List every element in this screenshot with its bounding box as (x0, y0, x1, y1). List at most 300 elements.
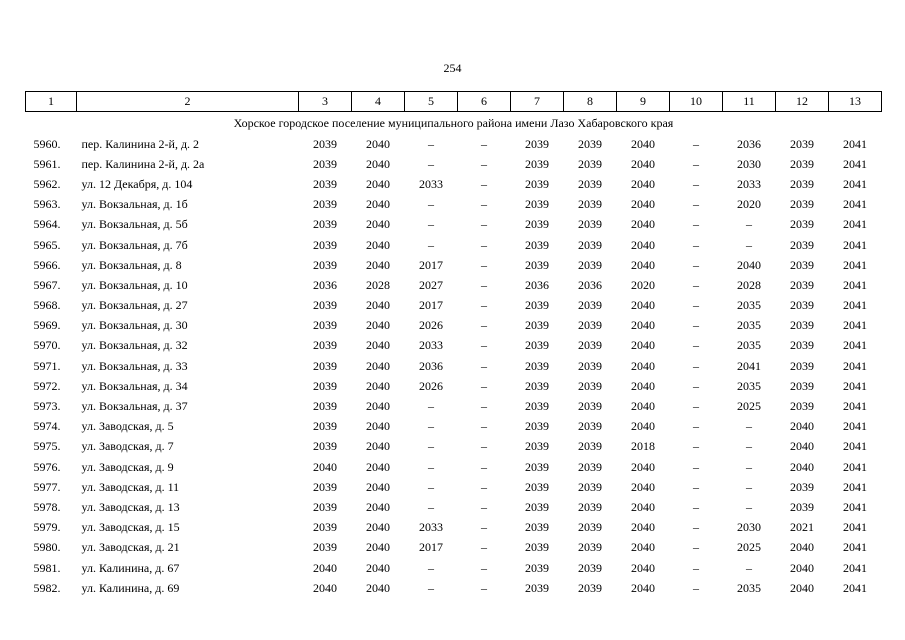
row-address: ул. Вокзальная, д. 37 (81, 399, 188, 414)
table-cell: – (481, 499, 487, 514)
table-cell: 2041 (843, 378, 867, 393)
table-cell: 2018 (631, 439, 655, 454)
table-cell: 2039 (313, 237, 337, 252)
table-cell: 2039 (525, 136, 549, 151)
table-cell: – (746, 439, 752, 454)
table-cell: 2040 (366, 156, 390, 171)
row-address: ул. Заводская, д. 11 (81, 479, 180, 494)
table-cell: 2039 (525, 419, 549, 434)
table-cell: – (693, 479, 699, 494)
table-row (26, 134, 882, 154)
row-number: 5964. (33, 217, 61, 232)
table-cell: 2040 (631, 338, 655, 353)
table-cell: 2039 (525, 560, 549, 575)
table-cell: 2036 (578, 277, 602, 292)
table-cell: 2040 (366, 318, 390, 333)
row-address: ул. Вокзальная, д. 8 (81, 257, 182, 272)
table-cell: – (693, 499, 699, 514)
table-row (26, 316, 882, 336)
table-cell: 2039 (313, 439, 337, 454)
table-cell: 2039 (313, 399, 337, 414)
column-header-3: 3 (299, 92, 352, 112)
table-cell: 2040 (631, 580, 655, 595)
table-cell: 2040 (631, 399, 655, 414)
section-title-row (26, 112, 882, 135)
row-number: 5978. (33, 499, 61, 514)
table-row (26, 296, 882, 316)
table-cell: 2039 (578, 580, 602, 595)
table-cell: – (693, 257, 699, 272)
table-cell: 2040 (790, 439, 814, 454)
row-address: ул. Заводская, д. 21 (81, 540, 180, 555)
table-cell: 2039 (525, 237, 549, 252)
table-cell: 2041 (843, 197, 867, 212)
table-cell: 2041 (843, 217, 867, 232)
table-cell: 2039 (790, 399, 814, 414)
table-cell: 2017 (419, 257, 443, 272)
table-row (26, 417, 882, 437)
table-cell: 2039 (525, 540, 549, 555)
table-cell: 2039 (525, 439, 549, 454)
table-cell: – (746, 217, 752, 232)
table-cell: 2040 (631, 560, 655, 575)
table-cell: 2039 (578, 318, 602, 333)
table-cell: 2041 (843, 277, 867, 292)
table-row (26, 497, 882, 517)
table-cell: 2041 (843, 156, 867, 171)
table-cell: 2036 (525, 277, 549, 292)
table-cell: 2039 (578, 298, 602, 313)
table-cell: – (746, 237, 752, 252)
table-cell: 2040 (366, 399, 390, 414)
table-cell: – (481, 419, 487, 434)
table-cell: – (693, 439, 699, 454)
table-cell: 2040 (366, 298, 390, 313)
table-cell: – (746, 479, 752, 494)
table-cell: – (693, 520, 699, 535)
table-cell: 2040 (631, 217, 655, 232)
table-cell: – (746, 499, 752, 514)
table-cell: 2040 (631, 540, 655, 555)
table-cell: 2039 (790, 136, 814, 151)
table-cell: – (428, 237, 434, 252)
table-cell: – (481, 197, 487, 212)
table-cell: 2039 (525, 217, 549, 232)
column-header-13: 13 (829, 92, 882, 112)
table-cell: 2039 (313, 318, 337, 333)
table-cell: 2040 (631, 499, 655, 514)
table-cell: 2040 (366, 378, 390, 393)
table-cell: 2039 (313, 479, 337, 494)
table-row (26, 376, 882, 396)
table-cell: – (693, 459, 699, 474)
table-cell: 2040 (366, 499, 390, 514)
row-address: ул. Вокзальная, д. 10 (81, 277, 188, 292)
table-cell: 2040 (631, 318, 655, 333)
row-address: ул. Вокзальная, д. 27 (81, 298, 188, 313)
table-cell: – (746, 419, 752, 434)
row-address: ул. Вокзальная, д. 32 (81, 338, 188, 353)
table-cell: – (693, 338, 699, 353)
column-header-4: 4 (352, 92, 405, 112)
table-cell: 2030 (737, 520, 761, 535)
table-cell: 2028 (737, 277, 761, 292)
table-cell: 2040 (790, 560, 814, 575)
table-cell: 2039 (313, 338, 337, 353)
table-cell: 2041 (843, 540, 867, 555)
table-cell: – (481, 136, 487, 151)
table-cell: 2036 (737, 136, 761, 151)
table-row (26, 518, 882, 538)
table-cell: 2039 (525, 358, 549, 373)
table-cell: – (693, 540, 699, 555)
table-cell: 2039 (578, 459, 602, 474)
table-row (26, 215, 882, 235)
table-cell: – (746, 560, 752, 575)
table-row (26, 235, 882, 255)
table-cell: 2039 (313, 520, 337, 535)
table-cell: – (693, 176, 699, 191)
table-cell: 2039 (578, 156, 602, 171)
table-cell: 2039 (578, 439, 602, 454)
table-cell: 2040 (631, 419, 655, 434)
table-cell: 2039 (578, 560, 602, 575)
table-cell: 2040 (366, 176, 390, 191)
table-cell: – (481, 378, 487, 393)
table-cell: – (746, 459, 752, 474)
row-number: 5982. (33, 580, 61, 595)
table-cell: – (693, 136, 699, 151)
table-cell: – (481, 399, 487, 414)
table-cell: 2041 (843, 439, 867, 454)
table-cell: – (481, 479, 487, 494)
table-cell: 2040 (631, 176, 655, 191)
table-row (26, 578, 882, 598)
row-number: 5980. (33, 540, 61, 555)
table-cell: 2039 (525, 156, 549, 171)
table-cell: – (428, 197, 434, 212)
table-row (26, 396, 882, 416)
table-cell: – (481, 459, 487, 474)
table-cell: 2039 (525, 580, 549, 595)
table-cell: – (428, 419, 434, 434)
table-cell: 2040 (631, 378, 655, 393)
table-cell: 2041 (843, 399, 867, 414)
table-cell: – (428, 136, 434, 151)
table-cell: 2039 (313, 540, 337, 555)
table-cell: 2040 (366, 580, 390, 595)
table-cell: 2040 (366, 338, 390, 353)
table-cell: 2041 (737, 358, 761, 373)
table-cell: 2039 (578, 176, 602, 191)
row-number: 5968. (33, 298, 61, 313)
row-number: 5975. (33, 439, 61, 454)
table-cell: 2040 (366, 358, 390, 373)
row-address: пер. Калинина 2-й, д. 2а (81, 156, 205, 171)
table-cell: 2041 (843, 318, 867, 333)
table-cell: – (693, 237, 699, 252)
table-row (26, 195, 882, 215)
table-cell: 2039 (578, 358, 602, 373)
table-cell: 2039 (578, 237, 602, 252)
table-cell: 2041 (843, 358, 867, 373)
table-row (26, 457, 882, 477)
table-cell: – (428, 580, 434, 595)
table-cell: 2039 (790, 277, 814, 292)
table-cell: 2040 (631, 298, 655, 313)
table-cell: 2039 (313, 197, 337, 212)
table-cell: 2039 (313, 257, 337, 272)
row-address: ул. Заводская, д. 15 (81, 520, 180, 535)
table-cell: – (481, 156, 487, 171)
table-cell: 2039 (790, 156, 814, 171)
table-cell: 2039 (313, 358, 337, 373)
table-cell: 2028 (366, 277, 390, 292)
row-number: 5977. (33, 479, 61, 494)
table-row (26, 356, 882, 376)
row-address: ул. Вокзальная, д. 34 (81, 378, 188, 393)
table-cell: 2026 (419, 318, 443, 333)
table-cell: 2039 (525, 520, 549, 535)
table-cell: 2040 (631, 237, 655, 252)
table-cell: – (693, 580, 699, 595)
table-cell: 2040 (631, 520, 655, 535)
table-row (26, 154, 882, 174)
table-cell: – (693, 156, 699, 171)
table-cell: 2041 (843, 419, 867, 434)
table-row (26, 275, 882, 295)
row-address: ул. Вокзальная, д. 5б (81, 217, 188, 232)
table-cell: 2041 (843, 237, 867, 252)
table-cell: 2035 (737, 378, 761, 393)
table-cell: 2040 (631, 136, 655, 151)
table-cell: 2025 (737, 540, 761, 555)
table-cell: – (693, 399, 699, 414)
table-cell: 2040 (366, 197, 390, 212)
row-number: 5970. (33, 338, 61, 353)
table-cell: 2039 (790, 176, 814, 191)
row-address: ул. Заводская, д. 9 (81, 459, 174, 474)
table-cell: 2040 (366, 136, 390, 151)
table-cell: 2040 (366, 217, 390, 232)
table-cell: 2039 (313, 156, 337, 171)
table-cell: 2039 (790, 479, 814, 494)
table-cell: 2039 (525, 378, 549, 393)
table-cell: 2040 (790, 419, 814, 434)
table-cell: – (428, 399, 434, 414)
table-cell: 2017 (419, 298, 443, 313)
table-cell: 2041 (843, 338, 867, 353)
table-cell: 2040 (313, 580, 337, 595)
table-cell: 2039 (525, 499, 549, 514)
row-address: ул. Заводская, д. 13 (81, 499, 180, 514)
table-row (26, 255, 882, 275)
table-cell: 2040 (631, 197, 655, 212)
table-cell: 2039 (578, 378, 602, 393)
table-cell: – (693, 298, 699, 313)
table-cell: 2040 (313, 560, 337, 575)
table-cell: 2041 (843, 176, 867, 191)
table-cell: 2040 (631, 257, 655, 272)
table-cell: 2039 (790, 257, 814, 272)
table-row (26, 477, 882, 497)
table-cell: 2041 (843, 479, 867, 494)
table-cell: 2036 (419, 358, 443, 373)
table-cell: 2039 (525, 197, 549, 212)
table-cell: – (693, 560, 699, 575)
table-row (26, 538, 882, 558)
table-cell: – (693, 419, 699, 434)
table-cell: 2020 (737, 197, 761, 212)
table-cell: 2039 (313, 136, 337, 151)
row-number: 5963. (33, 197, 61, 212)
row-number: 5966. (33, 257, 61, 272)
table-cell: 2040 (366, 520, 390, 535)
table-cell: 2040 (631, 358, 655, 373)
row-address: ул. Вокзальная, д. 1б (81, 197, 188, 212)
table-cell: – (428, 439, 434, 454)
table-cell: – (693, 277, 699, 292)
table-cell: – (481, 540, 487, 555)
table-cell: 2033 (737, 176, 761, 191)
table-cell: 2021 (790, 520, 814, 535)
table-cell: 2040 (366, 459, 390, 474)
table-cell: – (428, 217, 434, 232)
table-cell: – (693, 197, 699, 212)
table-cell: 2033 (419, 338, 443, 353)
table-cell: 2039 (790, 358, 814, 373)
column-header-1: 1 (26, 92, 77, 112)
table-cell: – (481, 560, 487, 575)
table-row (26, 174, 882, 194)
table-cell: 2036 (313, 277, 337, 292)
row-number: 5969. (33, 318, 61, 333)
table-cell: 2041 (843, 560, 867, 575)
table-cell: – (481, 358, 487, 373)
table-cell: – (428, 499, 434, 514)
table-cell: 2040 (366, 419, 390, 434)
table-cell: – (428, 156, 434, 171)
table-cell: 2040 (366, 257, 390, 272)
table-cell: 2039 (525, 338, 549, 353)
table-cell: 2040 (366, 560, 390, 575)
table-cell: 2039 (790, 217, 814, 232)
table-cell: 2039 (578, 399, 602, 414)
table-cell: 2035 (737, 298, 761, 313)
table-cell: – (428, 459, 434, 474)
row-number: 5967. (33, 277, 61, 292)
table-cell: 2039 (790, 197, 814, 212)
table-cell: – (481, 439, 487, 454)
table-cell: 2039 (578, 136, 602, 151)
row-number: 5971. (33, 358, 61, 373)
column-header-6: 6 (458, 92, 511, 112)
row-address: ул. Вокзальная, д. 33 (81, 358, 188, 373)
table-cell: 2039 (313, 419, 337, 434)
table-cell: 2039 (578, 338, 602, 353)
row-number: 5976. (33, 459, 61, 474)
table-cell: 2040 (631, 459, 655, 474)
table-cell: – (481, 217, 487, 232)
row-address: ул. Калинина, д. 67 (81, 560, 180, 575)
table-cell: 2039 (313, 499, 337, 514)
table-cell: 2035 (737, 318, 761, 333)
table-cell: 2041 (843, 136, 867, 151)
row-number: 5960. (33, 136, 61, 151)
table-cell: 2039 (578, 217, 602, 232)
section-title: Хорское городское поселение муниципального района имени Лазо Хабаровского края (233, 115, 674, 130)
table-row (26, 336, 882, 356)
table-cell: 2040 (366, 540, 390, 555)
row-address: ул. 12 Декабря, д. 104 (81, 176, 193, 191)
table-cell: 2041 (843, 257, 867, 272)
table-cell: 2041 (843, 459, 867, 474)
row-number: 5974. (33, 419, 61, 434)
table-cell: 2020 (631, 277, 655, 292)
page-number: 254 (443, 61, 462, 75)
column-header-9: 9 (617, 92, 670, 112)
row-address: ул. Вокзальная, д. 30 (81, 318, 188, 333)
table-cell: – (481, 298, 487, 313)
table-cell: 2025 (737, 399, 761, 414)
row-address: ул. Заводская, д. 5 (81, 419, 174, 434)
table-header-row (26, 92, 882, 112)
table-cell: 2039 (313, 217, 337, 232)
row-number: 5961. (33, 156, 61, 171)
row-number: 5972. (33, 378, 61, 393)
table-cell: 2041 (843, 520, 867, 535)
table-cell: 2039 (790, 499, 814, 514)
table-cell: 2039 (525, 479, 549, 494)
column-header-11: 11 (723, 92, 776, 112)
table-cell: – (481, 176, 487, 191)
table-cell: 2039 (790, 338, 814, 353)
table-cell: 2039 (525, 318, 549, 333)
table-cell: 2039 (790, 298, 814, 313)
table-cell: 2039 (578, 499, 602, 514)
table-cell: 2041 (843, 580, 867, 595)
column-header-12: 12 (776, 92, 829, 112)
row-number: 5981. (33, 560, 61, 575)
table-cell: – (693, 217, 699, 232)
table-cell: 2039 (525, 257, 549, 272)
row-address: пер. Калинина 2-й, д. 2 (81, 136, 200, 151)
table-cell: 2030 (737, 156, 761, 171)
column-header-8: 8 (564, 92, 617, 112)
table-cell: 2033 (419, 520, 443, 535)
table-cell: 2039 (525, 399, 549, 414)
table-cell: 2039 (578, 257, 602, 272)
row-address: ул. Калинина, д. 69 (81, 580, 180, 595)
table-cell: 2026 (419, 378, 443, 393)
table-cell: 2039 (578, 520, 602, 535)
table-cell: 2040 (790, 580, 814, 595)
table-cell: – (481, 277, 487, 292)
column-header-5: 5 (405, 92, 458, 112)
table-cell: 2039 (578, 197, 602, 212)
column-header-10: 10 (670, 92, 723, 112)
table-cell: – (481, 237, 487, 252)
table-cell: 2039 (313, 176, 337, 191)
column-header-2: 2 (77, 92, 299, 112)
table-cell: 2040 (790, 540, 814, 555)
table-cell: 2040 (737, 257, 761, 272)
table-cell: – (428, 479, 434, 494)
table-cell: – (693, 358, 699, 373)
table-cell: – (481, 318, 487, 333)
row-number: 5979. (33, 520, 61, 535)
table-cell: 2035 (737, 580, 761, 595)
